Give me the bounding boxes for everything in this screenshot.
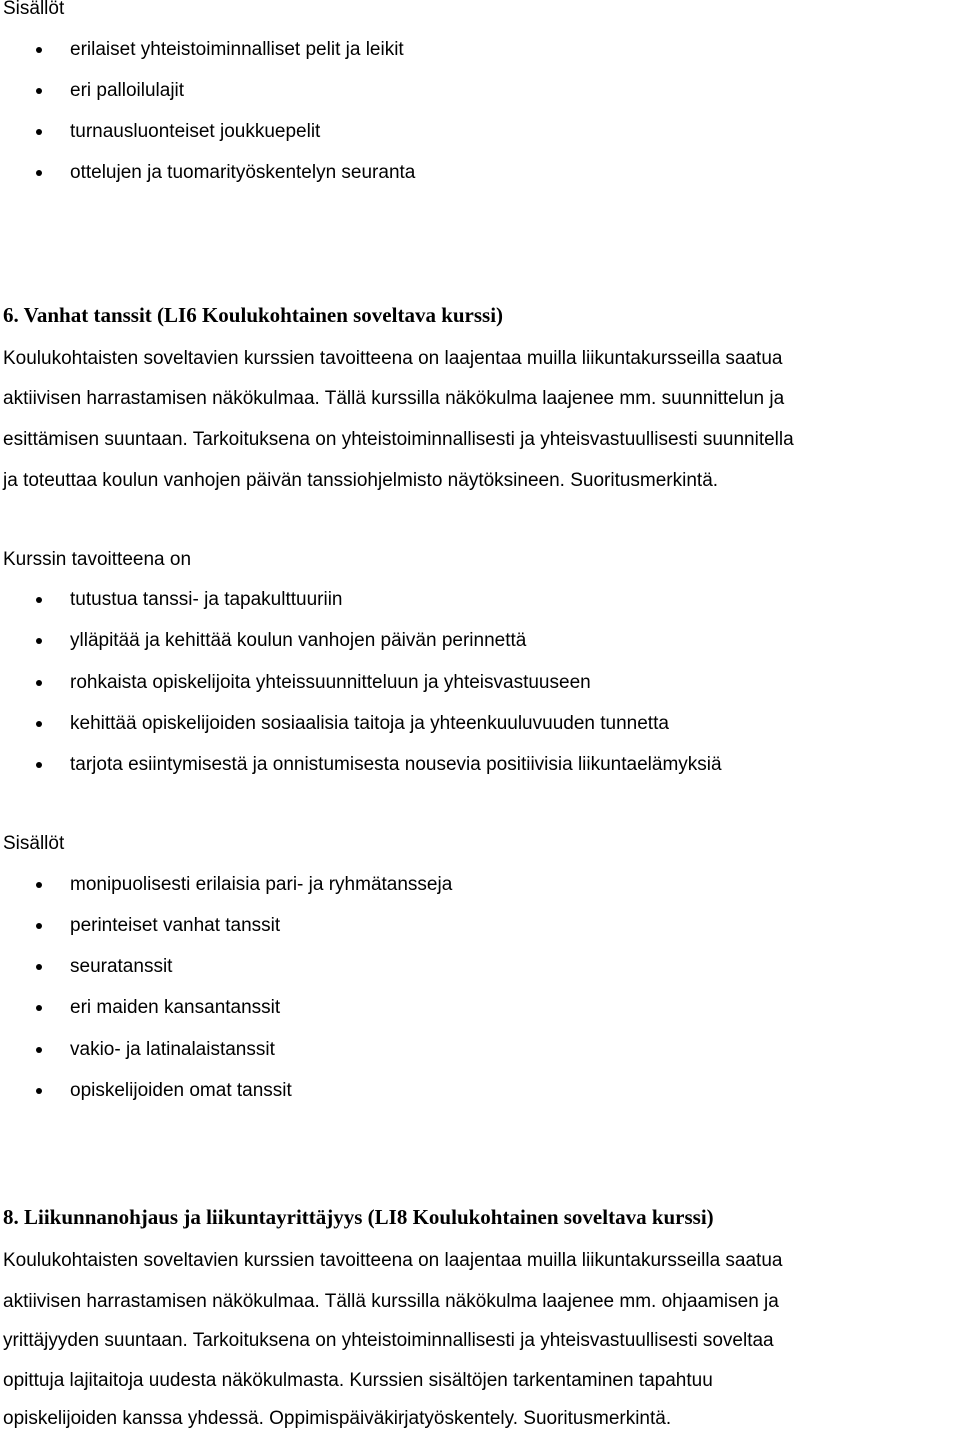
- paragraph-line: Koulukohtaisten soveltavien kurssien tavoitteena on laajentaa muilla liikuntakursseilla saatua: [3, 1250, 783, 1271]
- paragraph-line: ja toteuttaa koulun vanhojen päivän tanssiohjelmisto näytöksineen. Suoritusmerkintä.: [3, 470, 719, 491]
- bullet-icon: [36, 47, 42, 53]
- paragraph-line: aktiivisen harrastamisen näkökulmaa. Tällä kurssilla näkökulma laajenee mm. ohjaamisen ja: [3, 1291, 779, 1312]
- section-heading: 6. Vanhat tanssit (LI6 Koulukohtainen soveltava kurssi): [3, 303, 504, 327]
- bullet-icon: [36, 882, 42, 888]
- contents-label: Sisällöt: [3, 833, 65, 854]
- paragraph-line: esittämisen suuntaan. Tarkoituksena on yhteistoiminnallisesti ja yhteisvastuullisesti suunnitella: [3, 429, 794, 450]
- bullet-icon: [36, 1047, 42, 1053]
- paragraph-line: opiskelijoiden kanssa yhdessä. Oppimispäiväkirjatyöskentely. Suoritusmerkintä.: [3, 1408, 672, 1429]
- paragraph-line: yrittäjyyden suuntaan. Tarkoituksena on yhteistoiminnallisesti ja yhteisvastuullisesti soveltaa: [3, 1330, 774, 1351]
- document-page: Sisällöt erilaiset yhteistoiminnalliset pelit ja leikit eri palloilulajit turnausluonteiset joukkuepelit ottelujen ja tuomarityöskentelyn seuranta 6. Vanhat tanssit (LI6 Koulukohtainen soveltava kurssi) Koulukohtaisten soveltavien kurssien tavoitteena on laajentaa muilla liikuntakursseilla saatua aktiivisen harrastamisen näkökulmaa. Tällä kurssilla näkökulma laajenee mm. suunnittelun ja esittämisen suuntaan. Tarkoituksena on yhteistoiminnallisesti ja yhteisvastuullisesti suunnitella ja toteuttaa koulun vanhojen päivän tanssiohjelmisto näytöksineen. Suoritusmerkintä. Kurssin tavoitteena on tutustua tanssi- ja tapakulttuuriin ylläpitää ja kehittää koulun vanhojen päivän perinnettä rohkaista opiskelijoita yhteissuunnitteluun ja yhteisvastuuseen kehittää opiskelijoiden sosiaalisia taitoja ja yhteenkuuluvuuden tunnetta tarjota esiintymisestä ja onnistumisesta nousevia positiivisia liikuntaelämyksiä Sisällöt monipuolisesti erilaisia pari- ja ryhmätansseja perinteiset vanhat tanssit seuratanssit eri maiden kansantanssit vakio- ja latinalaistanssit opiskelijoiden omat tanssit 8. Liikunnanohjaus ja liikuntayrittäjyys (LI8 Koulukohtainen soveltava kurssi) Koulukohtaisten soveltavien kurssien tavoitteena on laajentaa muilla liikuntakursseilla saatua aktiivisen harrastamisen näkökulmaa. Tällä kurssilla näkökulma laajenee mm. ohjaamisen ja yrittäjyyden suuntaan. Tarkoituksena on yhteistoiminnallisesti ja yhteisvastuullisesti soveltaa opittuja lajitaitoja uudesta näkökulmasta. Kurssien sisältöjen tarkentaminen tapahtuu opiskelijoiden kanssa yhdessä. Oppimispäiväkirjatyöskentely. Suoritusmerkintä.: [0, 0, 960, 1434]
- bullet-icon: [36, 1088, 42, 1094]
- bullet-icon: [36, 88, 42, 94]
- bullet-icon: [36, 1005, 42, 1011]
- bullet-icon: [36, 923, 42, 929]
- paragraph-line: aktiivisen harrastamisen näkökulmaa. Tällä kurssilla näkökulma laajenee mm. suunnittelun ja: [3, 388, 785, 409]
- bullet-icon: [36, 129, 42, 135]
- bullet-icon: [36, 638, 42, 644]
- paragraph-line: opittuja lajitaitoja uudesta näkökulmasta. Kurssien sisältöjen tarkentaminen tapahtuu: [3, 1370, 713, 1391]
- paragraph-line: Koulukohtaisten soveltavien kurssien tavoitteena on laajentaa muilla liikuntakursseilla saatua: [3, 348, 783, 369]
- goals-label: Kurssin tavoitteena on: [3, 549, 192, 570]
- bullet-icon: [36, 680, 42, 686]
- bullet-icon: [36, 170, 42, 176]
- bullet-icon: [36, 597, 42, 603]
- bullet-icon: [36, 964, 42, 970]
- bullet-icon: [36, 762, 42, 768]
- contents-label: Sisällöt: [3, 0, 65, 19]
- section-heading: 8. Liikunnanohjaus ja liikuntayrittäjyys (LI8 Koulukohtainen soveltava kurssi): [3, 1205, 714, 1229]
- bullet-icon: [36, 721, 42, 727]
